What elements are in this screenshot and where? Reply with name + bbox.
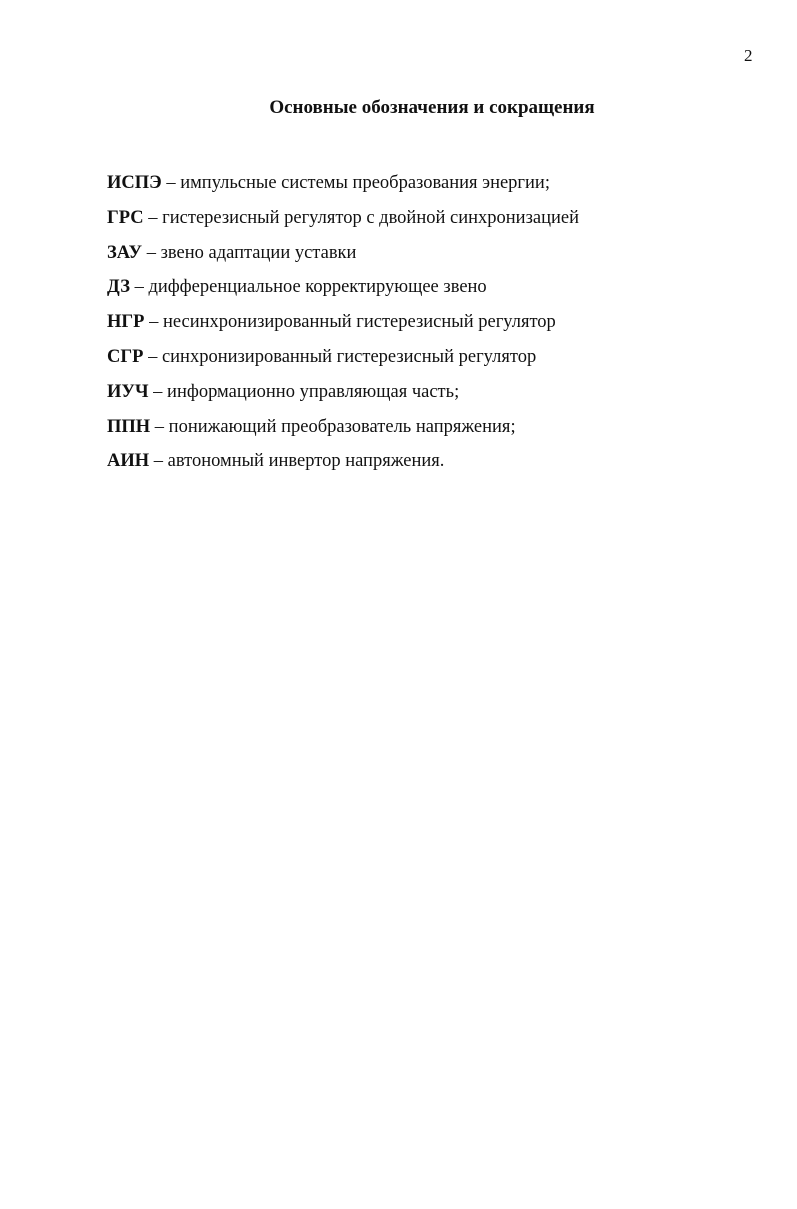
abbreviation-item (107, 444, 579, 479)
abbreviation-dash: – (148, 381, 168, 402)
abbreviation-term: ЗАУ (107, 242, 143, 263)
abbreviation-definition: автономный инвертор напряжения. (167, 451, 445, 472)
abbreviation-dash: – (161, 173, 181, 193)
abbreviation-term: АИН (107, 451, 150, 472)
page-number: 2 (744, 46, 753, 65)
abbreviation-list (107, 166, 579, 479)
abbreviation-dash: – (142, 242, 161, 263)
abbreviation-definition: информационно управляющая часть; (167, 381, 460, 402)
abbreviation-term: СГР (107, 346, 144, 367)
abbreviation-item (107, 270, 579, 305)
abbreviation-item (107, 236, 579, 271)
abbreviation-dash: – (144, 312, 163, 333)
abbreviation-item (107, 201, 579, 236)
abbreviation-item (107, 340, 579, 375)
page-title: Основные обозначения и сокращения (269, 97, 595, 118)
abbreviation-term: НГР (107, 312, 145, 333)
abbreviation-definition: понижающий преобразователь напряжения; (168, 416, 516, 437)
abbreviation-definition: гистерезисный регулятор с двойной синхронизацией (162, 207, 579, 228)
abbreviation-dash: – (149, 451, 168, 472)
abbreviation-dash: – (129, 277, 149, 298)
abbreviation-definition: звено адаптации уставки (160, 242, 357, 263)
abbreviation-item (107, 410, 579, 445)
abbreviation-dash: – (143, 207, 163, 228)
abbreviation-definition: несинхронизированный гистерезисный регулятор (162, 312, 556, 333)
abbreviation-item (107, 166, 579, 201)
abbreviation-item (107, 305, 579, 340)
abbreviation-definition: дифференциальное корректирующее звено (148, 277, 487, 298)
abbreviation-term: ДЗ (107, 277, 130, 298)
abbreviation-definition: импульсные системы преобразования энергии; (180, 173, 550, 193)
abbreviation-term: ППН (107, 416, 151, 437)
abbreviation-term: ИСПЭ (107, 173, 162, 193)
abbreviation-definition: синхронизированный гистерезисный регулятор (161, 346, 537, 367)
abbreviation-term: ГРС (107, 207, 144, 228)
abbreviation-item (107, 375, 579, 410)
abbreviation-dash: – (150, 416, 169, 437)
abbreviation-dash: – (143, 346, 162, 367)
abbreviation-term: ИУЧ (107, 381, 149, 402)
